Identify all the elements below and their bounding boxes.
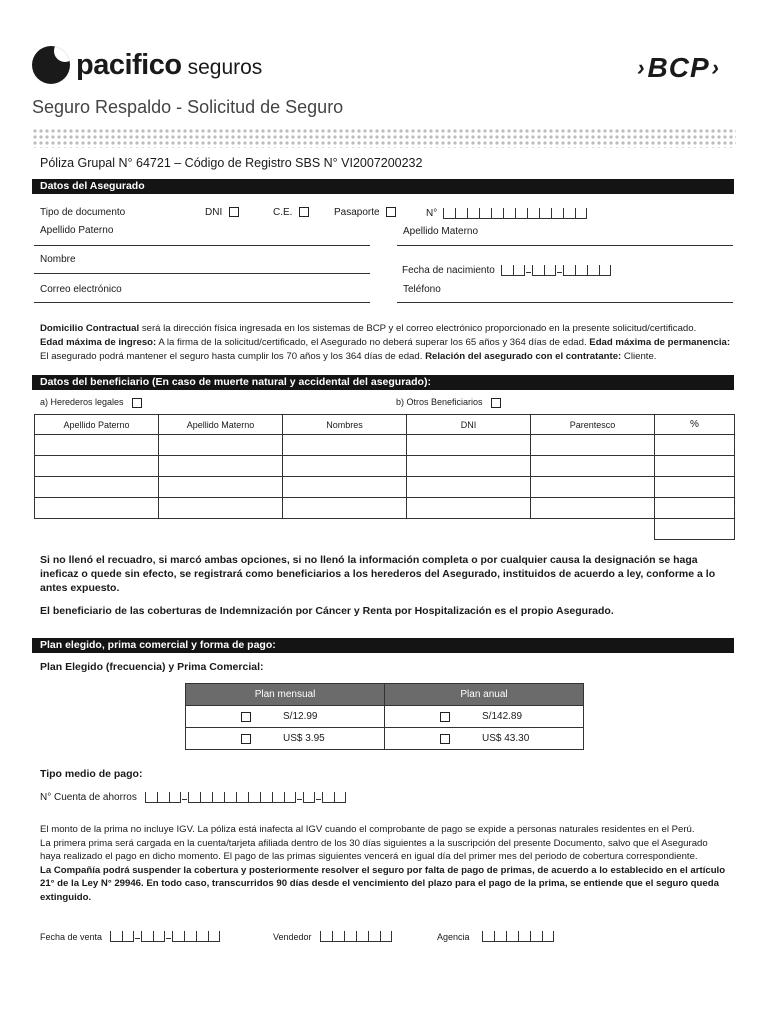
coverage-note: El beneficiario de las coberturas de Indemnización por Cáncer y Renta por Hospitalización es el propio Asegurado. [40, 605, 614, 617]
telefono-field[interactable] [397, 302, 733, 303]
col-apellido-paterno: Apellido Paterno [35, 415, 159, 435]
legal-paragraph: El monto de la prima no incluye IGV. La póliza está inafecta al IGV cuando el comprobante de pago se expide a personas naturales residentes en el Perú. La primera prima será cargada en la cuenta/tarjeta afiliada dentro de los 30 días siguientes a la suscripción del presente Documento, salvo que el Asegurado haya realizado el pago en dicho momento. El pago de las primas siguientes vencerá en igual día del primer mes del periodo de cobertura correspondiente. La Compañía podrá suspender la cobertura y posteriormente resolver el seguro por falta de pago de primas, de acuerdo a lo establecido en el artículo 21° de la Ley N° 29946. En todo caso, transcurridos 90 días desde el vencimiento del plazo para el pago de la prima, se entiende que el seguro queda extinguido. [40, 824, 726, 903]
apellido-materno-field[interactable] [397, 245, 733, 246]
plan-anual-header: Plan anual [385, 684, 584, 706]
brand-main: pacifico [76, 48, 182, 81]
tipo-documento-label: Tipo de documento [40, 207, 126, 218]
domicilio-paragraph: Domicilio Contractual será la dirección física ingresada en los sistemas de BCP y el correo electrónico proporcionado en la presente solicitud/certificado. Edad máxima de ingreso: A la firma de la solicitud/certificado, el Asegurado no deberá superar los 65 años y 364 días de edad. Edad máxima de permanencia: El asegurado podrá mantener el seguro hasta cumplir los 70 años y los 364 días de edad. Relación del asegurado con el contratante: Cliente. [40, 323, 731, 362]
table-row[interactable] [35, 456, 735, 477]
cuenta-ahorros-label: N° Cuenta de ahorros [40, 792, 137, 803]
beneficiary-note: Si no llenó el recuadro, si marcó ambas opciones, si no llenó la información completa o por cualquier causa la designación se haga ineficaz o quede sin efecto, se registrará como beneficiarios a los herederos del Asegurado, instituidos de acuerdo a ley, conforme a lo antes expuesto. [40, 554, 716, 594]
table-row[interactable] [35, 498, 735, 519]
price-label: S/142.89 [482, 711, 523, 722]
col-percent: % [655, 415, 735, 435]
pacifico-logo-icon [32, 46, 70, 84]
plan-anual-usd[interactable] [385, 728, 584, 750]
otros-beneficiarios-label: b) Otros Beneficiarios [396, 397, 483, 407]
correo-label: Correo electrónico [40, 284, 122, 295]
nombre-label: Nombre [40, 254, 76, 265]
plan-mensual-usd-checkbox[interactable] [241, 734, 251, 744]
total-row[interactable] [35, 519, 735, 540]
fecha-venta-field[interactable] [40, 930, 220, 942]
col-apellido-materno: Apellido Materno [159, 415, 283, 435]
pasaporte-checkbox[interactable] [386, 207, 396, 217]
vendedor-field[interactable] [273, 930, 392, 942]
plan-table [185, 683, 584, 750]
fecha-nacimiento-label: Fecha de nacimiento [402, 265, 495, 276]
col-nombres: Nombres [283, 415, 407, 435]
herederos-option[interactable] [40, 397, 142, 408]
telefono-label: Teléfono [403, 284, 441, 295]
form-title: Seguro Respaldo - Solicitud de Seguro [32, 97, 344, 117]
col-dni: DNI [407, 415, 531, 435]
agencia-field[interactable] [437, 930, 554, 942]
agencia-label: Agencia [437, 932, 470, 942]
bcp-logo [635, 52, 722, 84]
poliza-line: Póliza Grupal N° 64721 – Código de Registro SBS N° VI2007200232 [40, 156, 423, 170]
fecha-nacimiento-field[interactable] [402, 264, 611, 276]
bcp-chevron-icon: › [637, 55, 646, 80]
cuenta-ahorros-field[interactable] [40, 791, 346, 803]
apellido-paterno-field[interactable] [34, 245, 370, 246]
section-asegurado-header: Datos del Asegurado [32, 179, 734, 194]
apellido-paterno-label: Apellido Paterno [40, 225, 114, 236]
plan-anual-soles[interactable] [385, 706, 584, 728]
otros-beneficiarios-option[interactable] [396, 397, 501, 408]
fecha-venta-label: Fecha de venta [40, 932, 103, 942]
bcp-chevron-icon: › [711, 55, 720, 80]
ce-option[interactable] [273, 207, 309, 218]
dni-checkbox[interactable] [229, 207, 239, 217]
price-label: US$ 3.95 [283, 733, 325, 744]
herederos-label: a) Herederos legales [40, 397, 124, 407]
section-beneficiario-header: Datos del beneficiario (En caso de muerte natural y accidental del asegurado): [32, 375, 734, 390]
plan-subtitle: Plan Elegido (frecuencia) y Prima Comercial: [40, 661, 264, 673]
bcp-text: BCP [647, 52, 710, 83]
plan-anual-usd-checkbox[interactable] [440, 734, 450, 744]
plan-mensual-soles-checkbox[interactable] [241, 712, 251, 722]
section-plan-header: Plan elegido, prima comercial y forma de pago: [32, 638, 734, 653]
price-label: US$ 43.30 [482, 733, 530, 744]
table-header-row [35, 415, 735, 435]
col-parentesco: Parentesco [531, 415, 655, 435]
vendedor-label: Vendedor [273, 932, 312, 942]
otros-beneficiarios-checkbox[interactable] [491, 398, 501, 408]
plan-mensual-soles[interactable] [186, 706, 385, 728]
plan-mensual-usd[interactable] [186, 728, 385, 750]
numero-label: N° [426, 208, 438, 219]
price-label: S/12.99 [283, 711, 318, 722]
total-percent-cell[interactable] [655, 519, 735, 540]
document-number-field[interactable] [426, 207, 587, 219]
plan-anual-soles-checkbox[interactable] [440, 712, 450, 722]
nombre-field[interactable] [34, 273, 370, 274]
beneficiary-table [34, 414, 735, 540]
table-row[interactable] [35, 477, 735, 498]
tipo-medio-label: Tipo medio de pago: [40, 768, 143, 780]
plan-mensual-header: Plan mensual [186, 684, 385, 706]
pasaporte-label: Pasaporte [334, 207, 380, 218]
dotted-divider [32, 128, 736, 148]
table-row[interactable] [35, 435, 735, 456]
ce-label: C.E. [273, 207, 293, 218]
ce-checkbox[interactable] [299, 207, 309, 217]
dni-label: DNI [205, 207, 223, 218]
dni-option[interactable] [205, 207, 239, 218]
correo-field[interactable] [34, 302, 370, 303]
apellido-materno-label: Apellido Materno [403, 226, 479, 237]
brand-sub: seguros [187, 56, 263, 79]
pasaporte-option[interactable] [334, 207, 396, 218]
herederos-checkbox[interactable] [132, 398, 142, 408]
pacifico-logo [32, 46, 262, 84]
